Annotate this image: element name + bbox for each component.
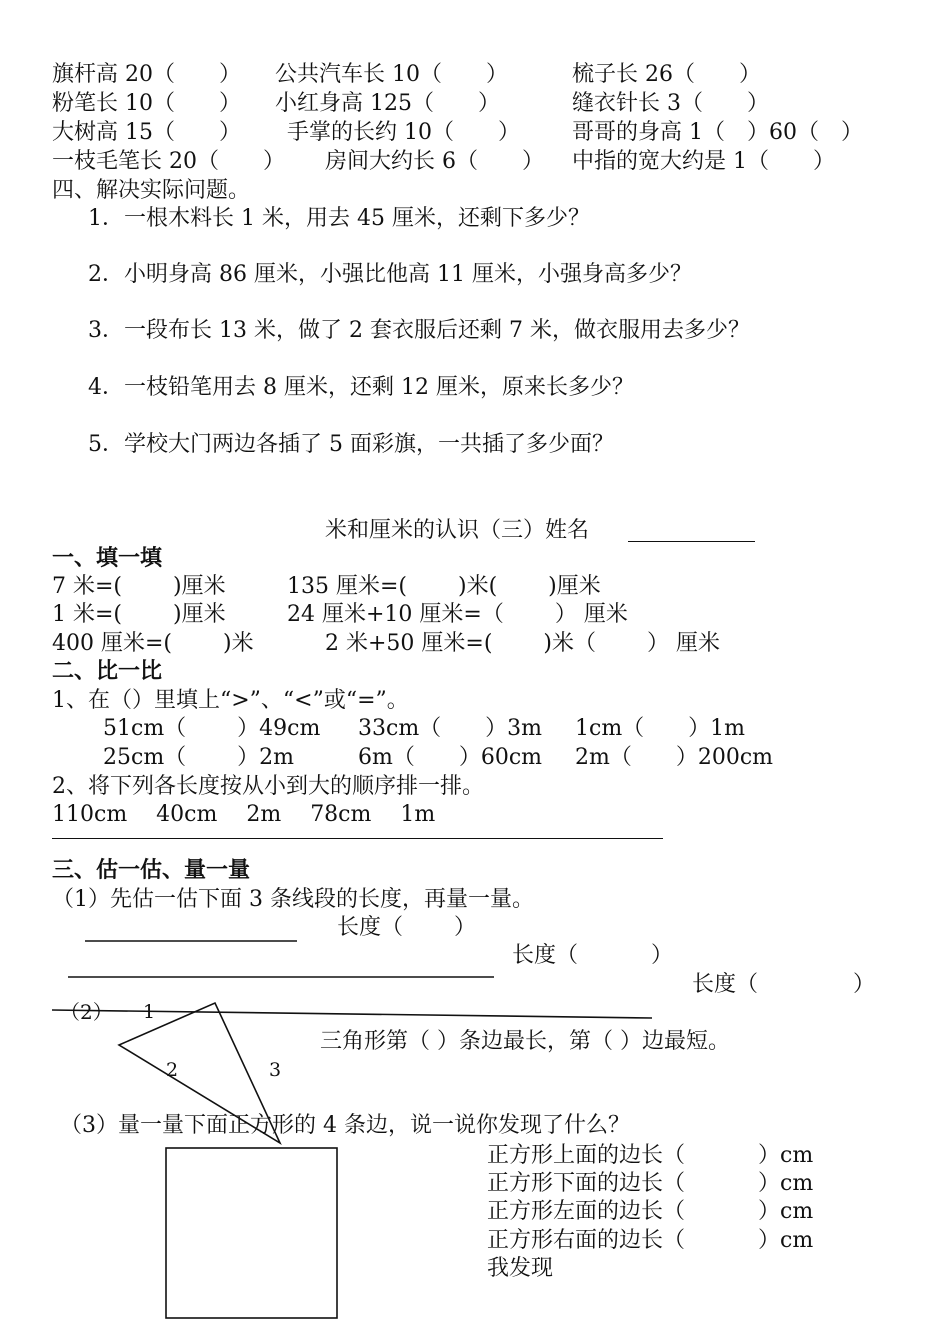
unit-item-flagpole: 旗杆高 20（ ） [52,62,241,87]
unit-item-finger: 中指的宽大约是 1（ ） [572,149,835,174]
unit-item-room: 房间大约长 6（ ） [325,149,544,174]
fill-row2-a: 1 米=( )厘米 [52,602,226,627]
length-label-1: 长度（ ） [337,915,476,940]
compare-r2-b: 6m（ ）60cm [358,745,543,770]
length-label-2: 长度（ ） [512,943,673,968]
problem-5: 5．学校大门两边各插了 5 面彩旗，一共插了多少面？ [88,432,614,457]
unit-item-chalk: 粉笔长 10（ ） [52,91,241,116]
fill-row1-a: 7 米=( )厘米 [52,574,226,599]
estimate-q1: （1）先估一估下面 3 条线段的长度，再量一量。 [52,887,534,912]
unit-item-xiaohong-height: 小红身高 125（ ） [275,91,500,116]
square-bottom-side: 正方形下面的边长（ ）cm [487,1171,814,1196]
square-left-side: 正方形左面的边长（ ）cm [487,1199,814,1224]
compare-r1-c: 1cm（ ）1m [575,716,746,741]
fill-row3-a: 400 厘米=( )米 [52,631,254,656]
problem-1: 1．一根木料长 1 米，用去 45 厘米，还剩下多少？ [88,206,590,231]
discovery-label: 我发现 [487,1256,554,1281]
q2-label: （2） [60,1000,113,1024]
compare-r2-a: 25cm（ ）2m [103,745,295,770]
unit-item-brother-height: 哥哥的身高 1（ ）60（ ） [572,120,863,145]
segment-3 [52,1010,652,1018]
heading-estimate: 三、估一估、量一量 [52,858,251,883]
unit-item-needle: 缝衣针长 3（ ） [572,91,769,116]
heading-fill: 一、填一填 [52,546,163,571]
square-question: （3）量一量下面正方形的 4 条边，说一说你发现了什么？ [60,1113,630,1138]
fill-row1-b: 135 厘米=( )米( )厘米 [287,574,601,599]
fill-row3-b: 2 米+50 厘米=( )米（ ） 厘米 [325,631,720,656]
unit-item-bus: 公共汽车长 10（ ） [275,62,508,87]
side-label-2: 2 [166,1059,179,1081]
unit-item-brush: 一枝毛笔长 20（ ） [52,149,285,174]
section-title-problems: 四、解决实际问题。 [52,178,251,203]
square [166,1148,337,1318]
unit-item-tree: 大树高 15（ ） [52,120,241,145]
compare-r2-c: 2m（ ）200cm [575,745,774,770]
compare-r1-a: 51cm（ ）49cm [103,716,321,741]
compare-q2-values: 110cm 40cm 2m 78cm 1m [52,802,436,827]
problem-2: 2．小明身高 86 厘米，小强比他高 11 厘米，小强身高多少？ [88,262,692,287]
length-label-3: 长度（ ） [692,972,875,997]
worksheet-title: 米和厘米的认识（三）姓名 [325,518,590,543]
compare-r1-b: 33cm（ ）3m [358,716,543,741]
unit-item-palm: 手掌的长约 10（ ） [287,120,520,145]
problem-3: 3．一段布长 13 米，做了 2 套衣服后还剩 7 米，做衣服用去多少？ [88,318,750,343]
heading-compare: 二、比一比 [52,659,163,684]
compare-q1: 1、在（）里填上“>”、“<”或“=”。 [52,688,409,713]
square-top-side: 正方形上面的边长（ ）cm [487,1143,814,1168]
side-label-1: 1 [143,1001,156,1023]
compare-q2: 2、将下列各长度按从小到大的顺序排一排。 [52,774,484,799]
square-right-side: 正方形右面的边长（ ）cm [487,1228,814,1253]
unit-item-comb: 梳子长 26（ ） [572,62,761,87]
fill-row2-b: 24 厘米+10 厘米=（ ） 厘米 [287,602,628,627]
triangle-question: 三角形第（ ）条边最长，第（ ）边最短。 [320,1029,730,1054]
problem-4: 4．一枝铅笔用去 8 厘米，还剩 12 厘米，原来长多少？ [88,375,634,400]
side-label-3: 3 [269,1059,282,1081]
